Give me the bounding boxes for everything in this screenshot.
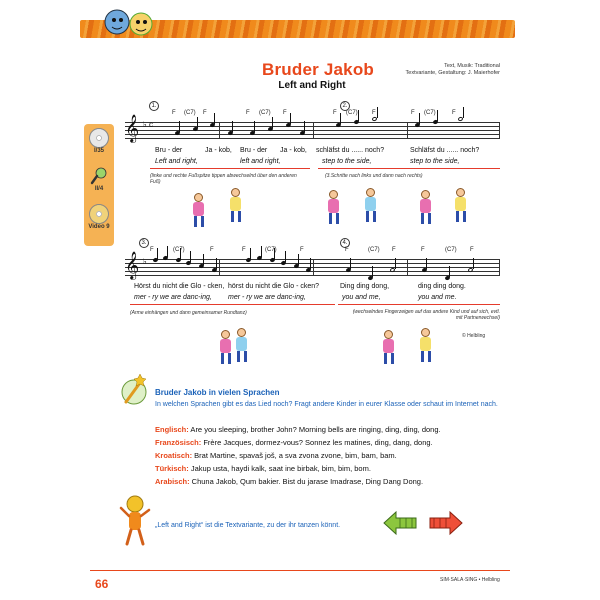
language-name: Arabisch:	[155, 477, 190, 486]
key-signature: ♭	[143, 257, 147, 266]
chord: (C7)	[259, 110, 271, 116]
chord: F	[345, 247, 349, 253]
round-dance-girl-illustration	[220, 330, 231, 364]
footer-rule	[90, 570, 510, 571]
chord: F	[470, 247, 474, 253]
media-tabs	[84, 124, 114, 246]
pointing-boy-illustration	[420, 328, 431, 362]
dancing-girl-illustration	[193, 193, 204, 227]
chord: F	[372, 110, 376, 116]
footer-source: SIM·SALA·SING • Helbling	[440, 577, 500, 583]
tab-playback-label: II/4	[94, 186, 104, 192]
song-subtitle: Left and Right	[278, 80, 346, 91]
dance-variant-note: „Left and Right“ ist die Textvariante, zu der ihr tanzen könnt.	[155, 522, 341, 529]
lyric-en: you and me,	[342, 294, 381, 301]
chord: (C7)	[368, 247, 380, 253]
lyric-de: Schläfst du ...... noch?	[410, 147, 480, 154]
language-text: Brat Martine, spavaš još, a sva zvona zvone, bim, bam, bam.	[192, 451, 397, 460]
language-name: Französisch:	[155, 438, 202, 447]
copyright: © Helbling	[462, 333, 486, 339]
dance-note-2: (3.Schritte nach links und dann nach rechts)	[325, 173, 423, 179]
chord: F	[392, 247, 396, 253]
tab-video-label: Video 9	[88, 224, 110, 230]
chord: F	[411, 110, 415, 116]
chord: F	[150, 247, 154, 253]
languages-intro: In welchen Sprachen gibt es das Lied noch? Fragt andere Kinder in eurer Klasse oder schaut im Internet nach.	[155, 401, 498, 408]
lyric-de: Ja - kob,	[205, 147, 232, 154]
treble-clef-icon: 𝄞	[125, 114, 140, 142]
song-title: Bruder Jakob	[262, 60, 374, 79]
lyric-de: Hörst du nicht die Glo - cken,	[134, 283, 225, 290]
chord: F	[333, 110, 337, 116]
dancing-boy-illustration	[230, 188, 241, 222]
chord: F	[246, 110, 250, 116]
lyric-de: Bru - der	[240, 147, 268, 154]
chord: (C7)	[445, 247, 457, 253]
tab-playback[interactable]	[84, 166, 114, 192]
lyric-en: left and right,	[240, 158, 281, 165]
tab-cd-label: I/35	[93, 148, 104, 154]
tab-video[interactable]	[84, 204, 114, 230]
language-name: Englisch:	[155, 425, 189, 434]
chord: F	[300, 247, 304, 253]
page-number: 66	[95, 577, 109, 591]
lyric-en: step to the side,	[322, 158, 372, 165]
pointing-girl-illustration	[383, 330, 394, 364]
chord: F	[242, 247, 246, 253]
dancing-boy-illustration	[455, 188, 466, 222]
round-dance-boy-illustration	[236, 328, 247, 362]
lyric-de: Bru - der	[155, 147, 183, 154]
red-rule	[150, 168, 310, 169]
cd-icon	[89, 128, 109, 148]
language-row	[155, 425, 441, 434]
language-name: Türkisch:	[155, 464, 189, 473]
credits-line-2: Textvariante, Gestaltung: J. Maierhofer	[405, 70, 500, 76]
chord: (C7)	[184, 110, 196, 116]
language-row	[155, 438, 433, 447]
pencil-sketch-icon	[118, 370, 150, 410]
mascot-illustration-icon	[95, 4, 165, 44]
language-row	[155, 451, 397, 460]
languages-title: Bruder Jakob in vielen Sprachen	[155, 388, 280, 397]
language-text: Frère Jacques, dormez-vous? Sonnez les matines, ding, dang, dong.	[201, 438, 433, 447]
chord: F	[210, 247, 214, 253]
lyric-de: hörst du nicht die Glo - cken?	[228, 283, 320, 290]
chord: F	[421, 247, 425, 253]
measure-number-1: 1.	[149, 101, 159, 111]
red-rule	[130, 304, 335, 305]
credits	[400, 63, 500, 77]
lyric-en: mer - ry we are danc-ing,	[134, 294, 212, 301]
language-text: Chuna Jakob, Qum bakier. Bist du jarase Imadrase, Ding Dang Dong.	[189, 477, 424, 486]
dance-note-4: (wechselndes Fingerzeigen auf das andere Kind und auf sich, evtl. mit Partnerwechsel)	[352, 309, 500, 321]
lyric-de: Ja - kob,	[280, 147, 307, 154]
lyric-de: ding ding dong.	[418, 283, 466, 290]
language-text: Jakup usta, haydi kalk, saat ine birbak, bim, bim, bom.	[188, 464, 371, 473]
lyric-en: Left and right,	[155, 158, 198, 165]
chord: F	[283, 110, 287, 116]
language-text: Are you sleeping, brother John? Morning bells are ringing, ding, ding, dong.	[188, 425, 441, 434]
chord: F	[203, 110, 207, 116]
staff-system-1	[125, 122, 500, 140]
microphone-icon	[89, 166, 109, 186]
lyric-de: schläfst du ...... noch?	[316, 147, 385, 154]
tab-cd[interactable]	[84, 128, 114, 154]
dance-note-1: (linke und rechte Fußspitze tippen abwechselnd über den anderen Fuß)	[150, 173, 297, 185]
chord: (C7)	[424, 110, 436, 116]
treble-clef-icon: 𝄞	[125, 251, 140, 279]
key-signature: ♭ c	[143, 120, 153, 129]
chord: (C7)	[173, 247, 185, 253]
measure-number-3: 3.	[139, 238, 149, 248]
dancing-boy-illustration	[365, 188, 376, 222]
credits-line-1: Text, Musik: Traditional	[444, 63, 500, 69]
language-name: Kroatisch:	[155, 451, 193, 460]
arrow-right-icon	[428, 510, 464, 536]
dvd-icon	[89, 204, 109, 224]
chord: F	[452, 110, 456, 116]
red-rule	[318, 168, 500, 169]
chord: (C7)	[265, 247, 277, 253]
lyric-en: you and me.	[418, 294, 457, 301]
arrow-left-icon	[382, 510, 418, 536]
dancing-girl-illustration	[420, 190, 431, 224]
red-rule	[338, 304, 500, 305]
dance-note-3: (Arme einhängen und dann gemeinsamer Rundtanz)	[130, 310, 247, 316]
measure-number-2: 2.	[340, 101, 350, 111]
chord: F	[172, 110, 176, 116]
language-row	[155, 477, 423, 486]
lyric-en: step to the side,	[410, 158, 460, 165]
dancing-girl-illustration	[328, 190, 339, 224]
staff-system-2	[125, 259, 500, 277]
lyric-en: mer - ry we are danc-ing,	[228, 294, 306, 301]
chord: (C7)	[346, 110, 358, 116]
lyric-de: Ding ding dong,	[340, 283, 390, 290]
dancing-mascot-icon	[118, 492, 152, 550]
measure-number-4: 4.	[340, 238, 350, 248]
language-row	[155, 464, 371, 473]
